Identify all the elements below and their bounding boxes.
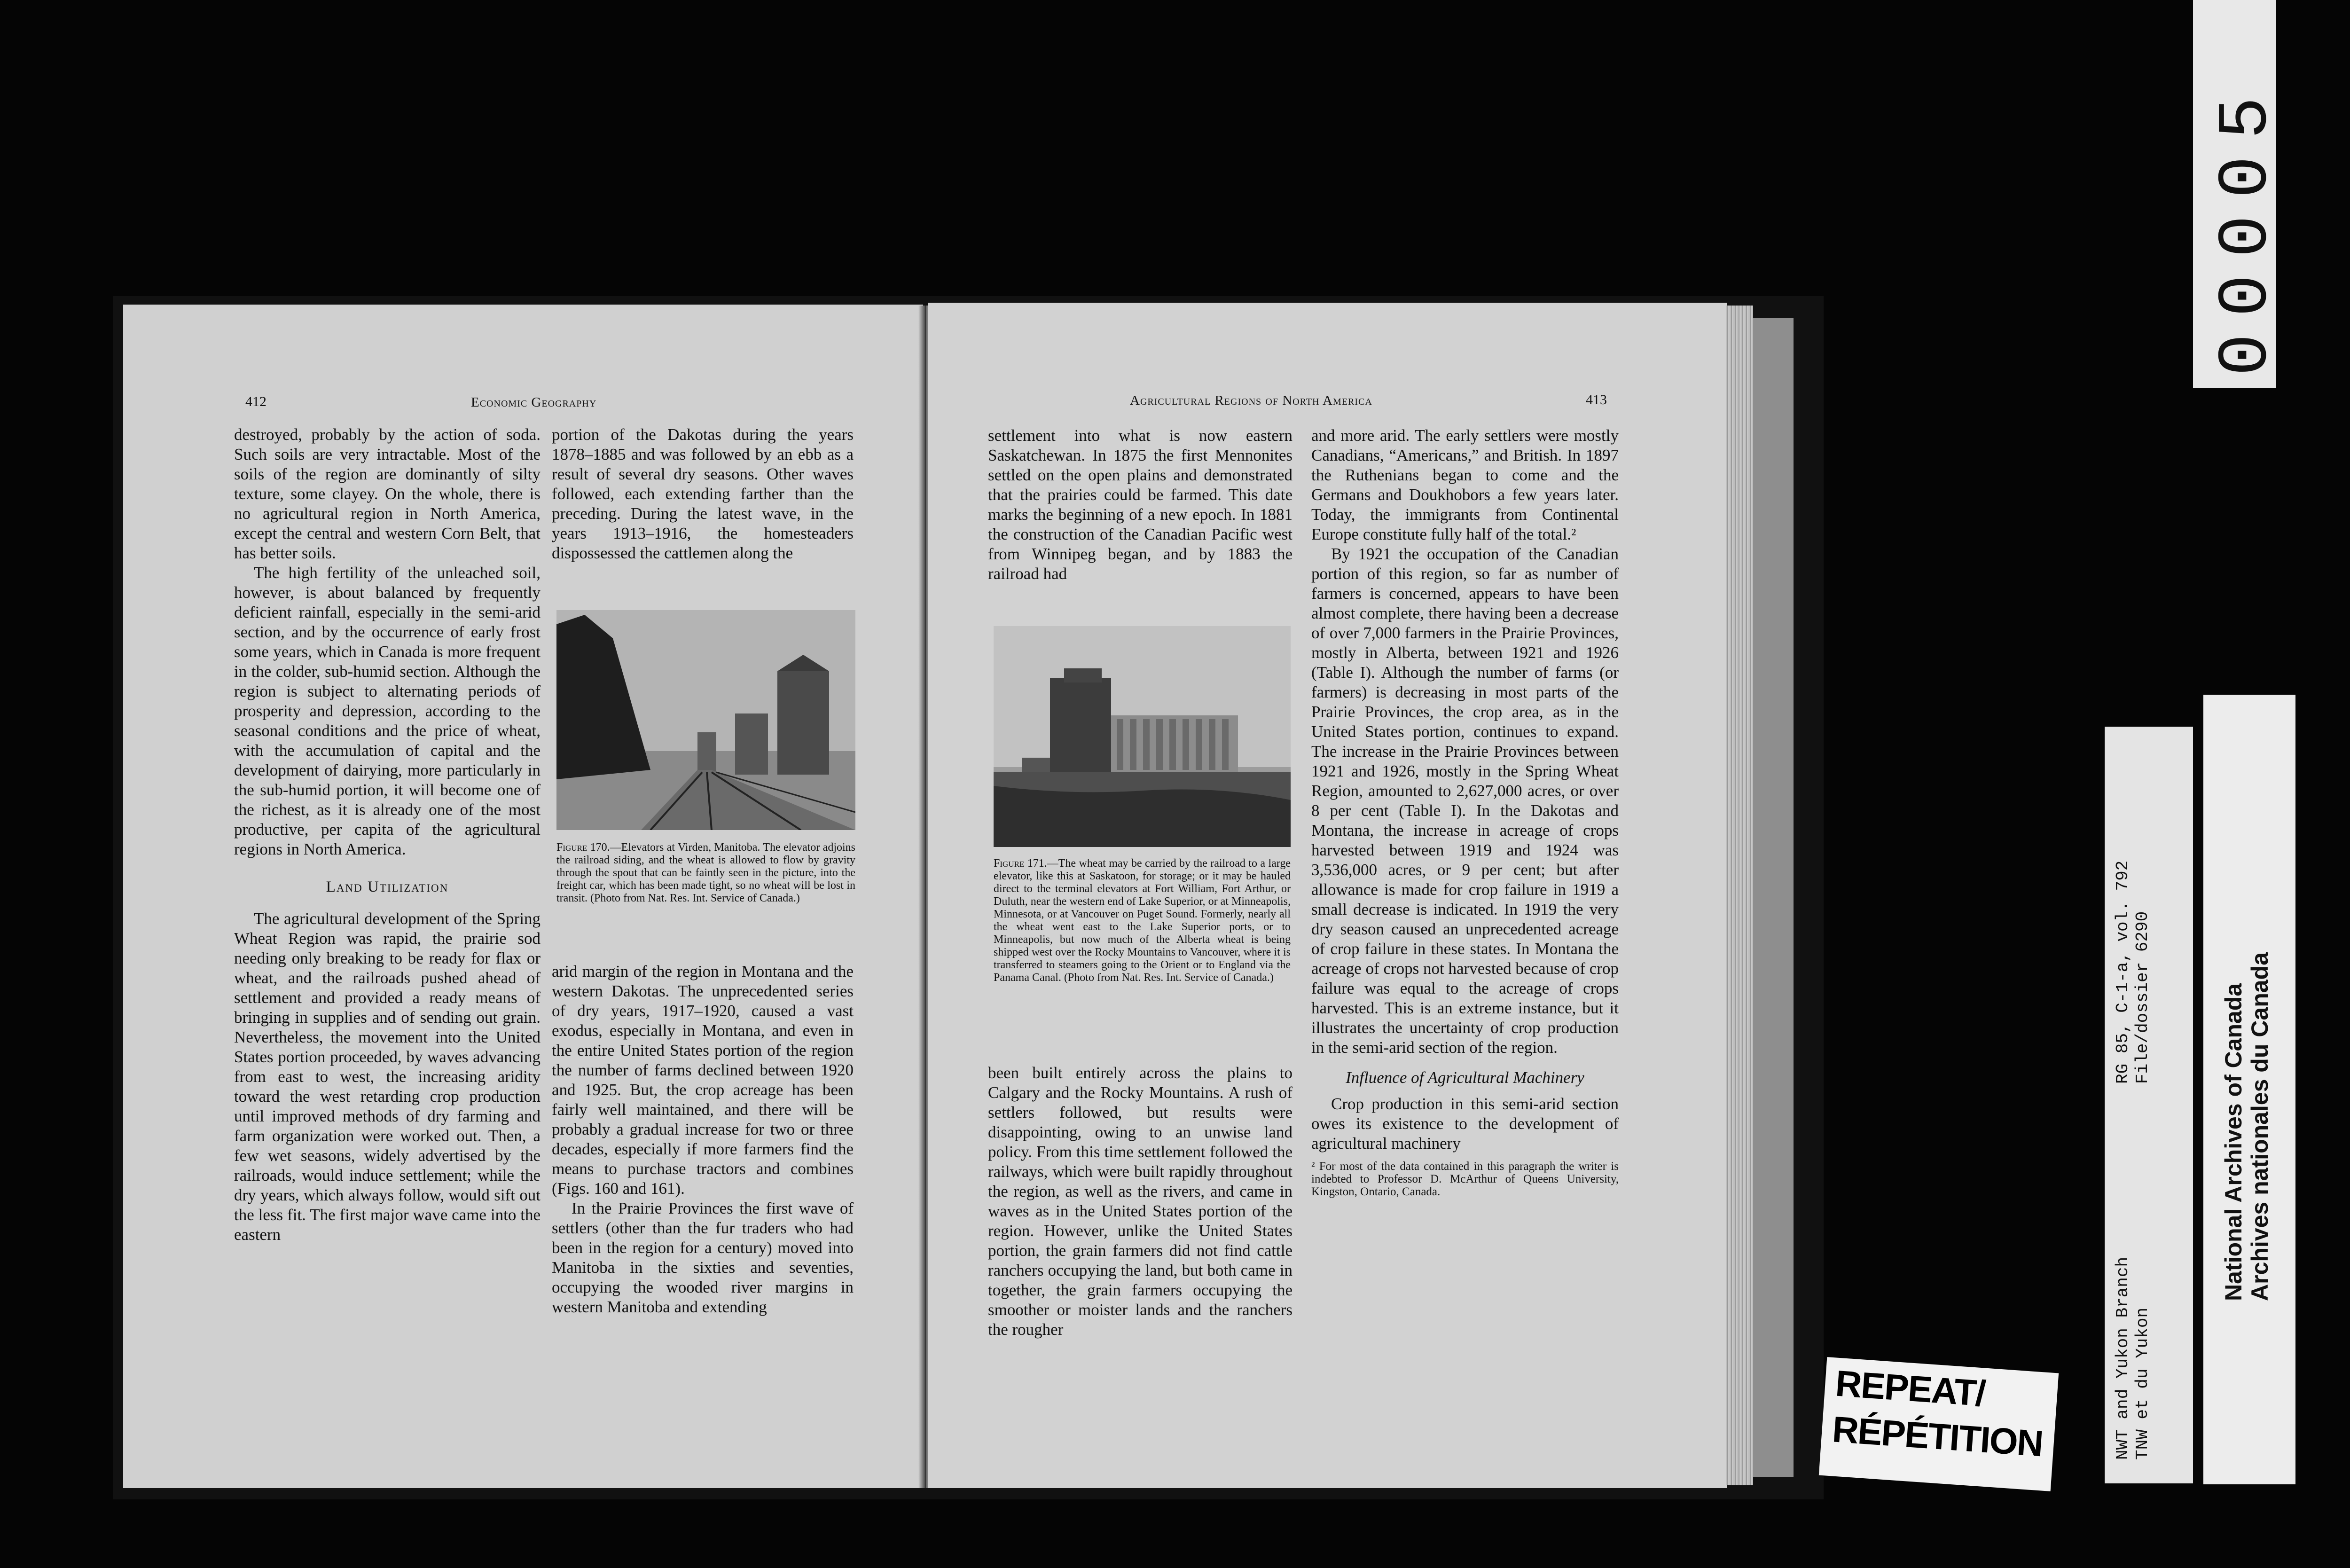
frame-number-tab <box>2193 0 2287 388</box>
left-column-1 <box>234 425 540 1245</box>
paragraph: In the Prairie Provinces the first wave of settlers (other than the fur traders who had been in the region for a century) moved into Manitoba in the sixties and seventies, occupying the wooded river margins in western Manitoba and extending <box>552 1199 854 1316</box>
paragraph: destroyed, probably by the action of soda. Such soils are very intractable. Most of the soils of the region are dominantly of silty texture, some clayey. On the whole, there is no agricultural region in North America, except the central and western Corn Belt, that has better soils. <box>234 425 540 562</box>
running-head: Economic Geography <box>471 395 597 410</box>
right-column-1-bottom <box>988 1063 1292 1340</box>
record-label-tab <box>2105 727 2193 1483</box>
repeat-stamp <box>1819 1357 2059 1491</box>
saskatoon-elevator-image <box>994 626 1291 847</box>
figure-label: Figure 170. <box>556 841 610 854</box>
figure-171-caption <box>994 857 1291 984</box>
figure-label: Figure 171. <box>994 857 1047 870</box>
left-column-2-bottom <box>552 962 854 1317</box>
caption-text: —Elevators at Virden, Manitoba. The elevator adjoins the railroad siding, and the wheat is allowed to flow by gravity through the spout that can be faintly seen in the picture, into the freight car, which has been made tight, so no wheat will be lost in transit. (Photo from Nat. Res. Int. Service of Canada.) <box>556 841 855 904</box>
right-column-2 <box>1311 426 1619 1198</box>
paragraph: Crop production in this semi-arid section owes its existence to the development of agricultural machinery <box>1311 1095 1619 1152</box>
record-line-2: File/dossier 6290 <box>2133 911 2152 1084</box>
left-column-2-top <box>552 425 854 563</box>
branch-line-2: TNW et du Yukon <box>2133 1307 2152 1460</box>
page-number: 413 <box>1586 392 1607 408</box>
page-number: 412 <box>245 394 266 409</box>
section-heading: Land Utilization <box>326 878 449 895</box>
elevator-photo-image <box>556 610 855 830</box>
paragraph: and more arid. The early settlers were mostly Canadians, “Americans,” and British. In 1897 the Ruthenians began to come and the Germans and Doukhobors a few years later. Today, the immigrants from Continental Europe constitute fully half of the total.² <box>1311 426 1619 543</box>
branch-label <box>2113 1257 2153 1460</box>
paragraph: The agricultural development of the Spring Wheat Region was rapid, the prairie sod needing only breaking to be ready for flax or wheat, and the railroads pushed ahead of settlement and provided a ready means of bringing in supplies and of sending out grain. Nevertheless, the movement into the United States portion proceeded, by waves advancing from east to west, the increasing aridity toward the west retarding crop production until improved methods of dry farming and farm organization were worked out. Then, a few wet seasons, widely advertised by the railroads, would induce settlement; while the dry years, which always follow, would sift out the less fit. The first major wave came into the eastern <box>234 909 540 1244</box>
caption-text: —The wheat may be carried by the railroad to a large elevator, like this at Saskatoon, for storage; or it may be hauled direct to the terminal elevators at Fort William, Fort Arthur, or Duluth, near the western end of Lake Superior, or at Minneapolis, Minnesota, or at Vancouver on Puget Sound. Formerly, nearly all the wheat went east to the Lake Superior ports, or to Minneapolis, but now much of the Alberta wheat is being shipped west over the Rocky Mountains to Vancouver, where it is transferred to steamers going to the Orient or to England via the Panama Canal. (Photo from Nat. Res. Int. Service of Canada.) <box>994 857 1291 984</box>
subsection-heading: Influence of Agricultural Machinery <box>1346 1068 1584 1087</box>
footnote: ² For most of the data contained in this paragraph the writer is indebted to Professor D. McArthur of Queens University, Kingston, Ontario, Canada. <box>1311 1160 1619 1198</box>
figure-171-photo <box>994 626 1291 847</box>
running-head: Agricultural Regions of North America <box>1130 393 1372 408</box>
paragraph: By 1921 the occupation of the Canadian portion of this region, so far as number of farmers is concerned, appears to have been almost complete, there having been a decrease of over 7,000 farmers in the Prairie Provinces, mostly in Alberta, between 1921 and 1926 (Table I). Although the number of farms (or farmers) is decreasing in most parts of the Prairie Provinces, the crop area, as in the United States portion, continues to expand. The increase in the Prairie Provinces between 1921 and 1926, mostly in the Spring Wheat Region, amounted to 2,627,000 acres, or over 8 per cent (Table I). In the Dakotas and Montana, the increase in acreage of crops harvested between 1919 and 1924 was 3,536,000 acres, or 9 per cent; but after allowance is made for crop failure in 1919 a small decrease is indicated. In 1919 the very dry season caused an unprecedented acreage of crop failure in these states. In Montana the acreage of crops not harvested because of crop failure was equal to the acreage of crops harvested. This is an extreme instance, but it illustrates the uncertainty of crop production in the semi-arid section of the region. <box>1311 545 1619 1057</box>
archives-line-1: National Archives of Canada <box>2220 983 2247 1301</box>
stamp-line-2: RÉPÉTITION <box>1831 1408 2044 1465</box>
right-column-1-top <box>988 426 1292 584</box>
record-line-1: RG 85, C-1-a, vol. 792 <box>2113 860 2132 1084</box>
paragraph: settlement into what is now eastern Saskatchewan. In 1875 the first Mennonites settled on the open plains and demonstrated that the prairies could be farmed. This date marks the beginning of a new epoch. In 1881 the construction of the Canadian Pacific west from Winnipeg began, and by 1883 the railroad had <box>988 426 1292 583</box>
book-cover-edge <box>1753 318 1794 1477</box>
left-page <box>123 305 923 1488</box>
page-edges <box>1726 306 1753 1485</box>
archives-line-2: Archives nationales du Canada <box>2247 952 2273 1301</box>
branch-line-1: NWT and Yukon Branch <box>2113 1256 2132 1460</box>
stamp-line-1: REPEAT/ <box>1834 1362 1987 1414</box>
paragraph: been built entirely across the plains to Calgary and the Rocky Mountains. A rush of settlers followed, but results were disappointing, owing to an unwise land policy. From this time settlement followed the railways, which were built rapidly throughout the region, as well as the rivers, and came in waves as in the United States portion of the region. However, unlike the United States portion, the grain farmers did not find cattle ranchers occupying the land, but both came in together, the grain farmers occupying the smoother or moister lands and the ranchers the rougher <box>988 1064 1292 1339</box>
frame-number: 00005 <box>2207 79 2287 376</box>
archives-name <box>2220 952 2273 1301</box>
figure-170-photo <box>556 610 855 830</box>
archives-label-tab <box>2203 695 2295 1484</box>
paragraph: arid margin of the region in Montana and the western Dakotas. The unprecedented series of dry years, 1917–1920, caused a vast exodus, especially in Montana, and even in the entire United States portion of the region the number of farms declined between 1920 and 1925. But, the crop acreage has been fairly well maintained, and there will be probably a gradual increase for two or three decades, especially if more farmers find the means to purchase tractors and combines (Figs. 160 and 161). <box>552 962 854 1198</box>
record-reference <box>2113 861 2153 1084</box>
paragraph: portion of the Dakotas during the years 1878–1885 and was followed by an ebb as a result of several dry seasons. Other waves followed, each extending farther than the preceding. During the latest wave, in the years 1913–1916, the homesteaders dispossessed the cattlemen along the <box>552 425 854 562</box>
figure-170-caption <box>556 841 855 905</box>
paragraph: The high fertility of the unleached soil, however, is about balanced by frequently deficient rainfall, especially in the semi-arid section, and by the occurrence of early frost some years, which in Canada is more frequent in the colder, sub-humid section. Although the region is subject to alternating periods of prosperity and depression, according to the seasonal conditions and the price of wheat, with the accumulation of capital and the development of dairying, more particularly in the sub-humid portion, it will become one of the richest, as it is already one of the most productive, per capita of the agricultural regions in North America. <box>234 564 540 858</box>
right-page <box>928 303 1727 1488</box>
